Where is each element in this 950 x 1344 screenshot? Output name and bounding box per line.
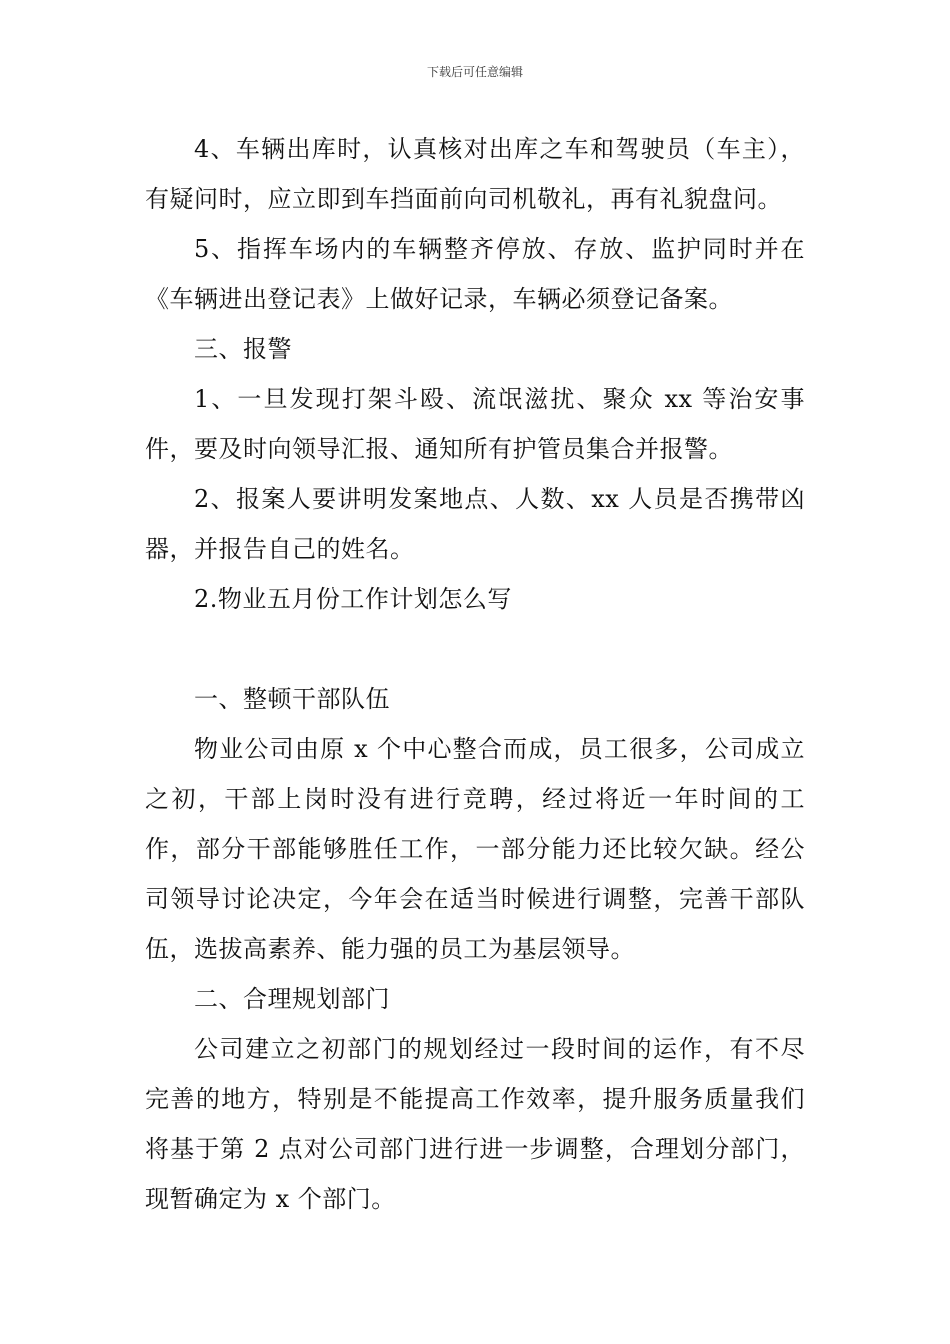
paragraph-incident-report: 1、一旦发现打架斗殴、流氓滋扰、聚众 xx 等治安事件，要及时向领导汇报、通知所有护管员集合并报警。	[145, 385, 805, 463]
paragraph-cadre-adjustment: 物业公司由原 x 个中心整合而成，员工很多，公司成立之初，干部上岗时没有进行竞聘，经过将近一年时间的工作，部分干部能够胜任工作，一部分能力还比较欠缺。经公司领导讨论决定，今年会在适当时候进行调整，完善干部队伍，选拔高素养、能力强的员工为基层领导。	[145, 735, 805, 963]
paragraph-parking-direction: 5、指挥车场内的车辆整齐停放、存放、监护同时并在《车辆进出登记表》上做好记录，车辆必须登记备案。	[145, 235, 805, 313]
paragraph-vehicle-exit: 4、车辆出库时，认真核对出库之车和驾驶员（车主），有疑问时，应立即到车挡面前向司机敬礼，再有礼貌盘问。	[145, 135, 805, 213]
section-heading-departments: 二、合理规划部门	[194, 985, 390, 1013]
section-title-may-plan: 2.物业五月份工作计划怎么写	[194, 585, 512, 613]
paragraph-reporter-details: 2、报案人要讲明发案地点、人数、xx 人员是否携带凶器，并报告自己的姓名。	[145, 485, 805, 563]
section-heading-cadre: 一、整顿干部队伍	[194, 685, 390, 713]
paragraph-department-planning: 公司建立之初部门的规划经过一段时间的运作，有不尽完善的地方，特别是不能提高工作效率，提升服务质量我们将基于第 2 点对公司部门进行进一步调整，合理划分部门，现暂确定为 x 个部门。	[145, 1035, 805, 1213]
blank-line	[145, 624, 805, 674]
section-heading-alarm: 三、报警	[194, 335, 292, 363]
document-body	[145, 124, 805, 1224]
page-header: 下载后可任意编辑	[426, 65, 523, 79]
